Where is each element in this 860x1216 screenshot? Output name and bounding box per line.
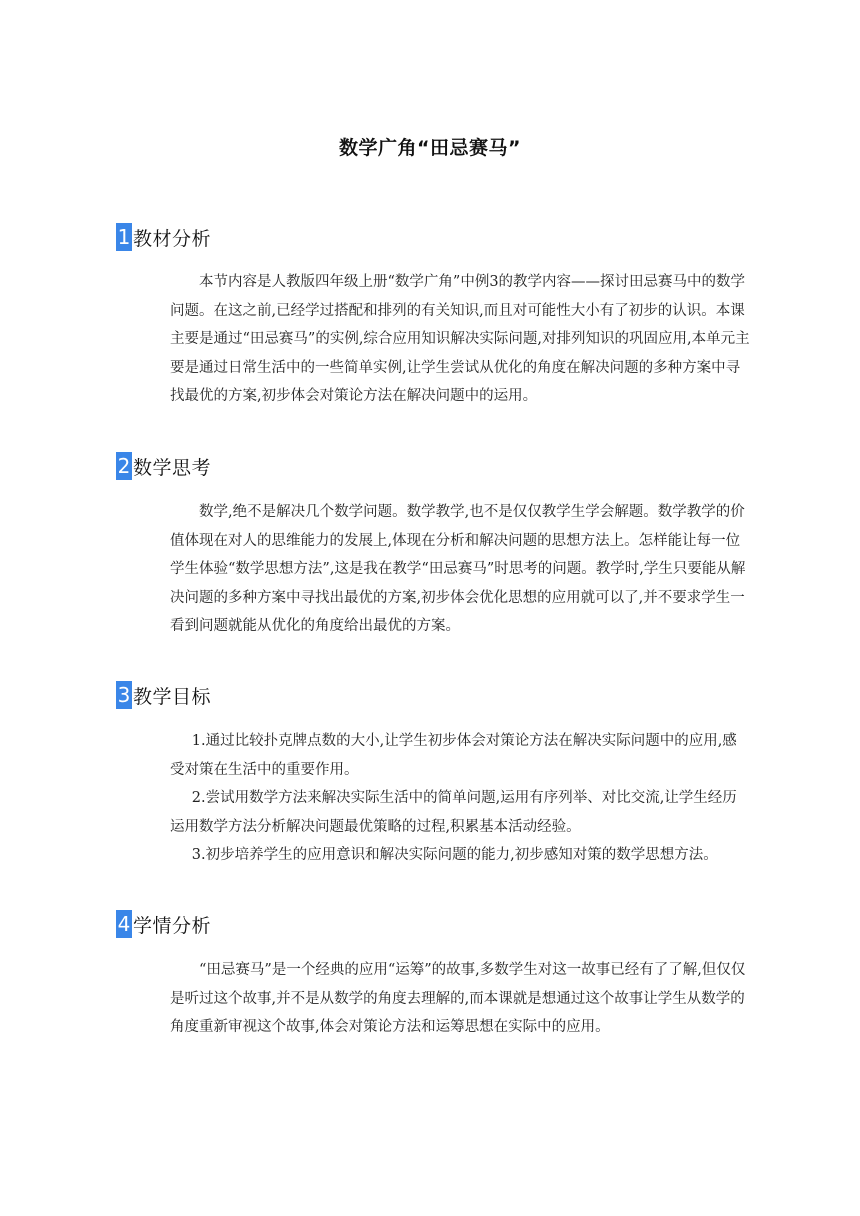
section-heading-label: 教学目标 <box>133 685 212 708</box>
section-heading-label: 数学思考 <box>133 456 212 479</box>
section-heading-3 <box>116 681 211 709</box>
section-number-badge: 2 <box>117 454 131 478</box>
section-heading-label: 学情分析 <box>133 914 212 937</box>
section-heading-1 <box>116 223 211 251</box>
goals-list <box>170 727 750 870</box>
goal-item-3: 3.初步培养学生的应用意识和解决实际问题的能力,初步感知对策的数学思想方法。 <box>191 847 718 863</box>
goal-item-2: 2.尝试用数学方法来解决实际生活中的简单问题,运用有序列举、对比交流,让学生经历运用数学方法分析解决问题最优策略的过程,积累基本活动经验。 <box>170 790 737 835</box>
section-number-badge: 3 <box>117 683 131 707</box>
section-paragraph-2: 数学,绝不是解决几个数学问题。数学教学,也不是仅仅教学生学会解题。数学教学的价值体现在对人的思维能力的发展上,体现在分析和解决问题的思想方法上。怎样能让每一位学生体验“数学思想方法”,这是我在教学“田忌赛马”时思考的问题。教学时,学生只要能从解决问题的多种方案中寻找出最优的方案,初步体会优化思想的应用就可以了,并不要求学生一看到问题就能从优化的角度给出最优的方案。 <box>170 504 746 634</box>
document-title: 数学广角“田忌赛马” <box>339 137 521 159</box>
section-number-badge: 1 <box>117 225 131 249</box>
section-heading-4 <box>116 910 211 938</box>
section-paragraph-4: “田忌赛马”是一个经典的应用“运筹”的故事,多数学生对这一故事已经有了了解,但仅仅是听过这个故事,并不是从数学的角度去理解的,而本课就是想通过这个故事让学生从数学的角度重新审视这个故事,体会对策论方法和运筹思想在实际中的应用。 <box>170 962 746 1035</box>
goal-item-1: 1.通过比较扑克牌点数的大小,让学生初步体会对策论方法在解决实际问题中的应用,感受对策在生活中的重要作用。 <box>170 733 737 778</box>
section-heading-label: 教材分析 <box>133 227 212 250</box>
section-paragraph-1: 本节内容是人教版四年级上册“数学广角”中例3的教学内容——探讨田忌赛马中的数学问题。在这之前,已经学过搭配和排列的有关知识,而且对可能性大小有了初步的认识。本课主要是通过“田忌赛马”的实例,综合应用知识解决实际问题,对排列知识的巩固应用,本单元主要是通过日常生活中的一些简单实例,让学生尝试从优化的角度在解决问题的多种方案中寻找最优的方案,初步体会对策论方法在解决问题中的运用。 <box>170 274 750 404</box>
section-number-badge: 4 <box>117 912 131 936</box>
section-heading-2 <box>116 452 211 480</box>
